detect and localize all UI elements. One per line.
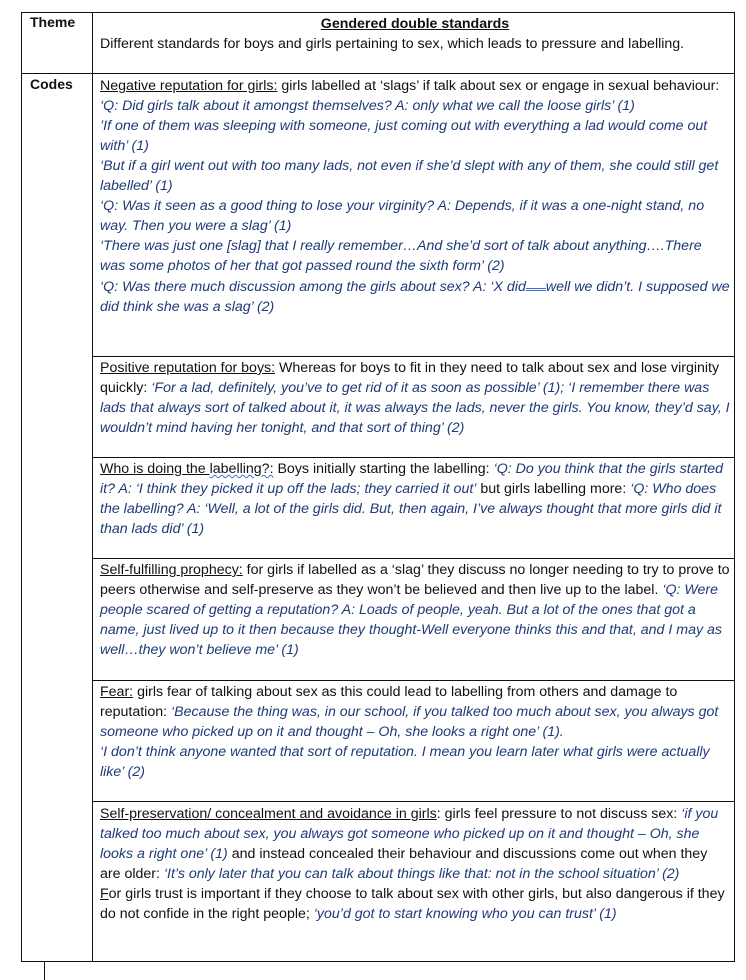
code-heading: Negative reputation for girls:	[100, 78, 278, 94]
quote: ‘Q: Who does the labelling? A: ‘Well, a lot of the girls did. But, then again, I’ve always thought that more girls did it than lads did’ (1)	[100, 481, 722, 537]
quote: ‘There was just one [slag] that I really remember…And she’d sort of talk about anything….There was some photos of her that got passed round the sixth form’ (2)	[100, 238, 702, 274]
quote: ‘Because the thing was, in our school, if you talked too much about sex, you always got someone who picked up on it and thought – Oh, she looks a right one’ (1).	[100, 704, 719, 740]
theme-label: Theme	[30, 14, 76, 30]
code-paragraph	[100, 884, 730, 924]
code-text: but girls labelling more:	[476, 481, 631, 497]
code-paragraph	[100, 76, 730, 116]
code-paragraph	[100, 358, 730, 438]
quote: ‘For a lad, definitely, you’ve to get rid of it as soon as possible’ (1);	[151, 380, 565, 396]
code-paragraph	[100, 804, 730, 884]
code-who-labelling	[100, 459, 730, 539]
quote: ‘if you talked too much about sex, you always got someone who picked up on it and thought – Oh, she looks a right one’ (1)	[100, 806, 719, 862]
code-text: girls labelled at ‘slags’ if talk about sex or engage in sexual behaviour:	[277, 78, 720, 94]
quote-part: well we didn’t. I supposed we did think she was a slag’ (2)	[100, 279, 730, 315]
code-text: : girls feel pressure to not discuss sex:	[436, 806, 682, 822]
quote: ‘Q: Were people scared of getting a reputation? A: Loads of people, yeah. But a lot of the ones that got a name, just lived up to it then because they thought-Well everyone thinks this and that, and I may as well…they won’t believe me’ (1)	[100, 582, 722, 658]
row-divider-5	[92, 801, 735, 802]
theme-description: Different standards for boys and girls pertaining to sex, which leads to pressure and labelling.	[100, 36, 685, 52]
code-text: Whereas for boys to fit in they need to talk about sex and lose virginity quickly:	[100, 360, 720, 396]
theme-title: Gendered double standards	[320, 16, 510, 32]
code-text: Boys initially starting the labelling:	[273, 461, 494, 477]
quote: ‘I don’t think anyone wanted that sort of reputation. I mean you learn later what girls were actually like’ (2)	[100, 744, 710, 780]
quote: ‘But if a girl went out with too many lads, not even if she’d slept with any of them, she could still get labelled’ (1)	[100, 158, 719, 194]
code-self-preservation	[100, 804, 730, 924]
code-paragraph	[100, 459, 730, 539]
quote: ‘Q: Was it seen as a good thing to lose your virginity? A: Depends, if it was a one-night stand, no way. Then you were a slag’ (1)	[100, 198, 705, 234]
quote: ‘It’s only later that you can talk about things like that: not in the school situation’ (2)	[163, 866, 680, 882]
row-divider-4	[92, 680, 735, 681]
code-self-fulfilling	[100, 560, 730, 660]
code-heading: Self-preservation/ concealment and avoidance in girls	[100, 806, 437, 822]
code-heading: Fear:	[100, 684, 134, 700]
quote: ‘Q: Do you think that the girls started it? A: ‘I think they picked it up off the lads; they carried it out’	[100, 461, 724, 497]
quote-part: ‘Q: Was there much discussion among the girls about sex? A: ‘X did	[100, 279, 526, 295]
code-text: or girls trust is important if they choose to talk about sex with other girls, but also dangerous if they do not confide in the right people;	[100, 886, 725, 922]
code-heading: Self-fulfilling prophecy:	[100, 562, 243, 578]
row-divider-3	[92, 558, 735, 559]
code-fear	[100, 682, 730, 782]
blank-redaction	[526, 276, 546, 291]
code-heading: Who is doing the	[100, 461, 210, 477]
codes-label: Codes	[30, 76, 73, 92]
code-paragraph	[100, 682, 730, 742]
code-negative-reputation	[100, 76, 730, 317]
row-divider-theme	[21, 73, 735, 74]
theme-cell	[100, 14, 730, 54]
row-divider-2	[92, 457, 735, 458]
code-positive-reputation	[100, 358, 730, 438]
row-divider-1	[92, 356, 735, 357]
drop-letter: F	[100, 886, 109, 902]
code-heading-spellcheck: labelling?:	[209, 461, 274, 477]
code-paragraph	[100, 560, 730, 660]
code-text: for girls if labelled as a ‘slag’ they discuss no longer needing to try to prove to peers otherwise and self-preserve as they won’t be believed and then live up to the label.	[100, 562, 730, 598]
quote: ‘I remember there was lads that always sort of talked about it, it was always the lads, never the girls. You know, they’d say, I wouldn’t mind having her tonight, and that sort of thing’ (2)	[100, 380, 730, 436]
column-divider	[92, 12, 93, 962]
quote: ’If one of them was sleeping with someone, just coming out with everything a lad would come out with’ (1)	[100, 118, 708, 154]
code-text: girls fear of talking about sex as this could lead to labelling from others and damage to reputation:	[100, 684, 678, 720]
code-text: and instead concealed their behaviour and discussions come out when they are older:	[100, 846, 708, 882]
code-heading: Positive reputation for boys:	[100, 360, 276, 376]
quote: ‘you’d got to start knowing who you can trust’ (1)	[313, 906, 617, 922]
quote	[100, 276, 730, 317]
quote: ‘Q: Did girls talk about it amongst themselves? A: only what we call the loose girls’ (1)	[100, 98, 635, 114]
table-stub-line	[44, 962, 45, 980]
